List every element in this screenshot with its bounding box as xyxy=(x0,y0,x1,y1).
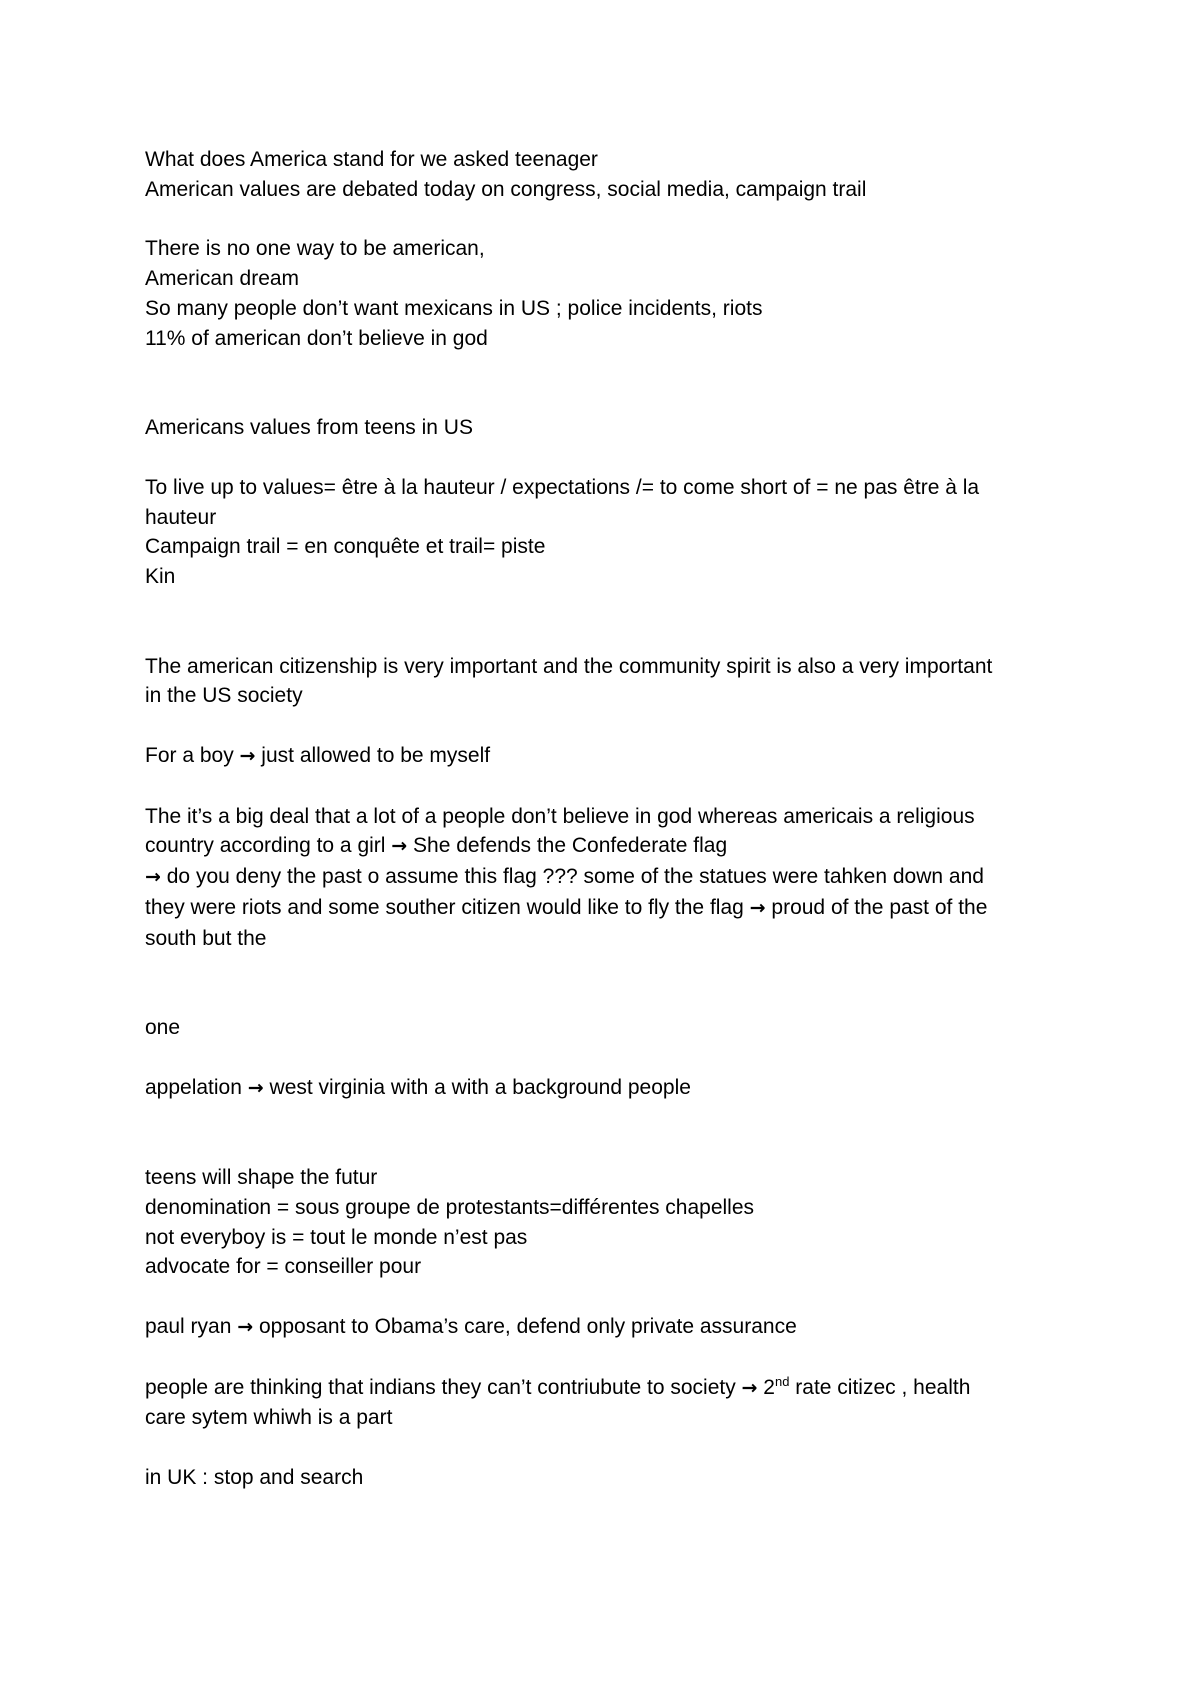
blank-line xyxy=(145,1104,1075,1134)
blank-line xyxy=(145,443,1075,473)
right-arrow-icon: → xyxy=(247,1076,264,1099)
text-line: teens will shape the futur xyxy=(145,1166,378,1190)
blank-line xyxy=(145,592,1075,622)
right-arrow-icon: → xyxy=(391,835,408,858)
text-segment: west virginia with a with a background people xyxy=(263,1075,691,1099)
text-segment: 2 xyxy=(757,1375,775,1399)
text-segment: She defends the Confederate flag xyxy=(407,834,728,858)
blank-line xyxy=(145,1133,1075,1163)
text-line: not everyboy is = tout le monde n’est pas xyxy=(145,1225,528,1249)
text-line: So many people don’t want mexicans in US ; police incidents, riots xyxy=(145,296,763,320)
text-line: The it’s a big deal that a lot of a people don’t believe in god whereas americais a religious xyxy=(145,804,975,828)
text-segment: opposant to Obama’s care, defend only private assurance xyxy=(253,1315,797,1339)
text-line xyxy=(145,1312,1075,1343)
text-line xyxy=(145,862,1075,893)
text-segment: appelation xyxy=(145,1075,248,1099)
blank-line xyxy=(145,383,1075,413)
text-segment: paul ryan xyxy=(145,1315,238,1339)
text-line: Kin xyxy=(145,565,176,589)
text-line xyxy=(145,893,1075,924)
blank-line xyxy=(145,1433,1075,1463)
text-line xyxy=(145,1073,1075,1104)
text-line: in UK : stop and search xyxy=(145,1466,364,1490)
blank-line xyxy=(145,1282,1075,1312)
text-segment: they were riots and some souther citizen would like to fly the flag xyxy=(145,895,750,919)
text-segment: do you deny the past o assume this flag ??? some of the statues were tahken down and xyxy=(160,865,984,889)
right-arrow-icon: → xyxy=(741,1376,758,1399)
blank-line xyxy=(145,622,1075,652)
right-arrow-icon: → xyxy=(237,1316,254,1339)
blank-line xyxy=(145,1343,1075,1373)
text-line: one xyxy=(145,1016,181,1040)
text-line: care sytem whiwh is a part xyxy=(145,1406,393,1430)
text-line: American values are debated today on congress, social media, campaign trail xyxy=(145,177,867,201)
text-line: Campaign trail = en conquête et trail= piste xyxy=(145,535,546,559)
text-line: 11% of american don’t believe in god xyxy=(145,326,488,350)
text-line: American dream xyxy=(145,267,300,291)
right-arrow-icon: → xyxy=(145,866,161,889)
blank-line xyxy=(145,954,1075,984)
blank-line xyxy=(145,983,1075,1013)
text-line xyxy=(145,1373,1075,1404)
blank-line xyxy=(145,772,1075,802)
text-segment: just allowed to be myself xyxy=(255,743,491,767)
blank-line xyxy=(145,1043,1075,1073)
text-line xyxy=(145,831,1075,862)
text-line: Americans values from teens in US xyxy=(145,416,473,440)
text-line: in the US society xyxy=(145,684,303,708)
text-line: What does America stand for we asked teenager xyxy=(145,148,598,171)
text-segment: country according to a girl xyxy=(145,834,392,858)
text-segment: rate citizec , health xyxy=(789,1375,971,1399)
blank-line xyxy=(145,354,1075,384)
text-line: advocate for = conseiller pour xyxy=(145,1255,422,1279)
text-segment: people are thinking that indians they can’t contriubute to society xyxy=(145,1375,742,1399)
text-line: denomination = sous groupe de protestants=différentes chapelles xyxy=(145,1195,755,1219)
right-arrow-icon: → xyxy=(239,744,256,767)
text-segment: For a boy xyxy=(145,743,240,767)
blank-line xyxy=(145,205,1075,235)
text-line: To live up to values= être à la hauteur / expectations /= to come short of = ne pas être à la xyxy=(145,475,980,499)
text-line: south but the xyxy=(145,926,267,950)
text-line: The american citizenship is very important and the community spirit is also a very important xyxy=(145,654,993,678)
text-line: There is no one way to be american, xyxy=(145,237,485,261)
text-line: hauteur xyxy=(145,505,217,529)
document-body xyxy=(145,145,1075,1493)
text-segment: proud of the past of the xyxy=(765,895,988,919)
blank-line xyxy=(145,711,1075,741)
superscript: nd xyxy=(774,1373,790,1389)
right-arrow-icon: → xyxy=(749,896,766,919)
text-line xyxy=(145,741,1075,772)
